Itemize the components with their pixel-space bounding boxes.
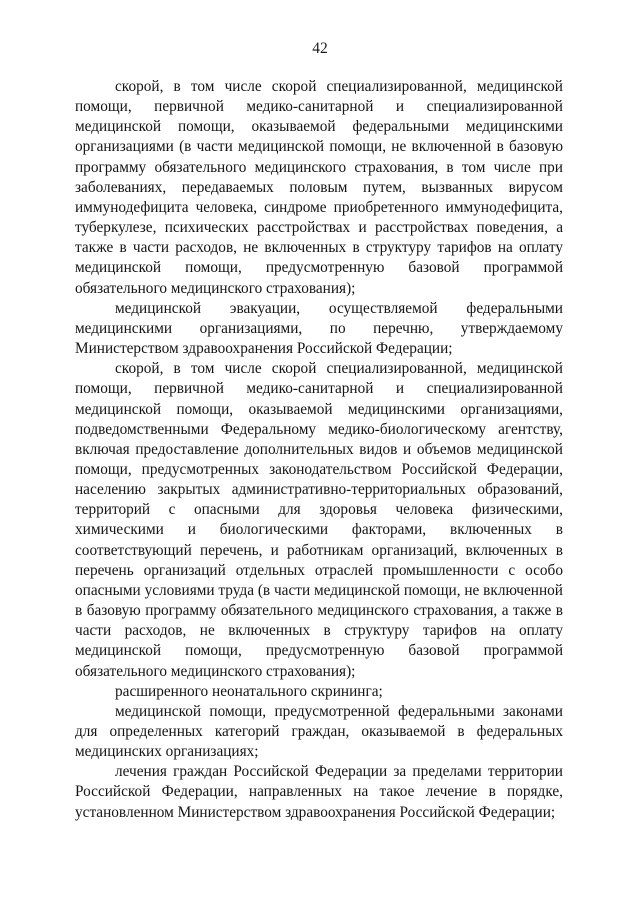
page-number: 42 xyxy=(312,40,328,57)
paragraph-ambulance-federal: скорой, в том числе скорой специализированной, медицинской помощи, первичной медико-санитарной и специализированной медицинской помощи, оказываемой федеральными медицинскими организациями (в части медицинской помощи, не включенной в базовую программу обязательного медицинского страхования, в том числе при заболеваниях, передаваемых половым путем, вызванных вирусом иммунодефицита человека, синдроме приобретенного иммунодефицита, туберкулезе, психических расстройствах и расстройствах поведения, а также в части расходов, не включенных в структуру тарифов на оплату медицинской помощи, предусмотренную базовой программой обязательного медицинского страхования); xyxy=(75,78,563,297)
paragraph-fmba-care: скорой, в том числе скорой специализированной, медицинской помощи, первичной медико-санитарной и специализированной медицинской помощи, оказываемой медицинскими организациями, подведомственными Федеральному медико-биологическому агентству, включая предоставление дополнительных видов и объемов медицинской помощи, предусмотренных законодательством Российской Федерации, населению закрытых административно-территориальных образований, территорий с опасными для здоровья человека физическими, химическими и биологическими факторами, включенных в соответствующий перечень, и работникам организаций, включенных в перечень организаций отдельных отраслей промышленности с особо опасными условиями труда (в части медицинской помощи, не включенной в базовую программу обязательного медицинского страхования, а также в части расходов, не включенных в структуру тарифов на оплату медицинской помощи, предусмотренную базовой программой обязательного медицинского страхования); xyxy=(75,360,563,680)
document-body xyxy=(75,77,563,823)
paragraph-federal-law-care: медицинской помощи, предусмотренной федеральными законами для определенных категорий граждан, оказываемой в федеральных медицинских организациях; xyxy=(75,702,563,761)
paragraph-medical-evacuation: медицинской эвакуации, осуществляемой федеральными медицинскими организациями, по перечню, утверждаемому Министерством здравоохранения Российской Федерации; xyxy=(75,299,563,358)
paragraph-treatment-abroad: лечения граждан Российской Федерации за пределами территории Российской Федерации, направленных на такое лечение в порядке, установленном Министерством здравоохранения Российской Федерации; xyxy=(75,763,563,821)
paragraph-neonatal-screening: расширенного неонатального скрининга; xyxy=(115,682,383,700)
